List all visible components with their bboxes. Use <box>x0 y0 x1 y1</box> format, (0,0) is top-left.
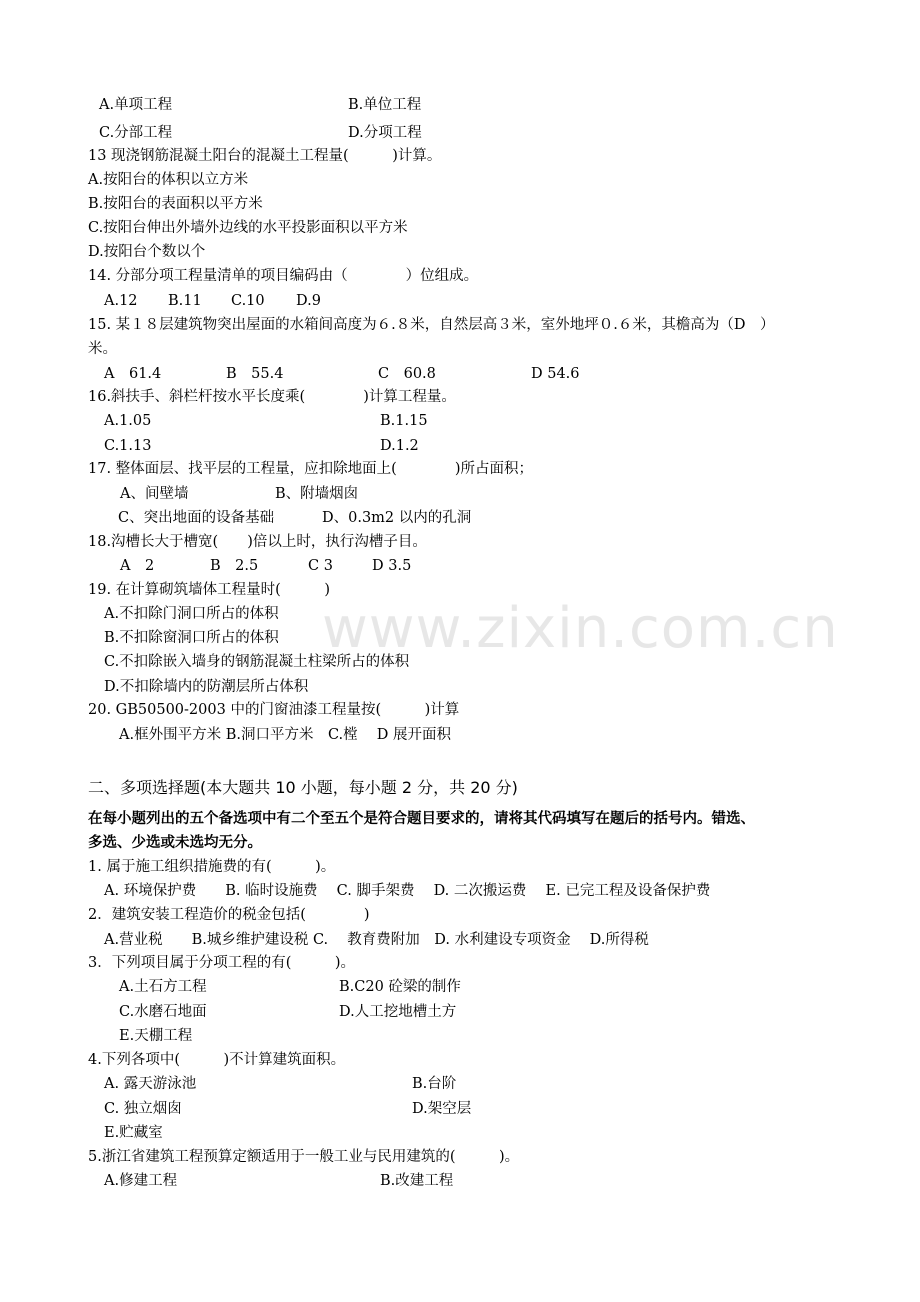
option-text: C.水磨石地面 <box>119 1004 207 1020</box>
option-text: B.单位工程 <box>348 97 422 113</box>
option-text: D.架空层 <box>412 1101 472 1117</box>
option-text: B.不扣除窗洞口所占的体积 <box>104 630 279 646</box>
option-text: A.按阳台的体积以立方米 <box>88 172 249 188</box>
option-text: A.营业税 B.城乡维护建设税 C. 教育费附加 D. 水利建设专项资金 D.所得税 <box>104 932 649 948</box>
option-text: C 3 <box>308 558 333 574</box>
option-text: C.分部工程 <box>99 125 173 141</box>
section-instructions-cont: 多选、少选或未选均无分。 <box>88 835 262 851</box>
option-text: D 3.5 <box>372 558 412 574</box>
watermark: www.zixin.com.cn <box>322 596 839 661</box>
option-text: B.改建工程 <box>380 1173 454 1189</box>
multi-question-3: 3．下列项目属于分项工程的有( )。 <box>88 955 356 971</box>
option-text: B 55.4 <box>226 366 284 382</box>
option-text: B.11 <box>168 293 202 309</box>
option-text: B 2.5 <box>210 558 259 574</box>
option-text: A.框外围平方米 B.洞口平方米 C.樘 D 展开面积 <box>119 727 451 743</box>
option-text: E.贮藏室 <box>104 1125 163 1141</box>
option-text: C.10 <box>231 293 265 309</box>
multi-question-4: 4.下列各项中( )不计算建筑面积。 <box>88 1052 346 1068</box>
option-text: A 2 <box>120 558 155 574</box>
option-text: C.不扣除嵌入墙身的钢筋混凝土柱梁所占的体积 <box>104 654 410 670</box>
option-text: D.1.2 <box>380 438 419 454</box>
option-text: A 61.4 <box>104 366 162 382</box>
option-text: A.12 <box>104 293 138 309</box>
option-text: B.按阳台的表面积以平方米 <box>88 196 263 212</box>
option-text: A.不扣除门洞口所占的体积 <box>104 606 279 622</box>
option-text: A.1.05 <box>104 413 152 429</box>
option-text: C 60.8 <box>378 366 436 382</box>
question-19: 19. 在计算砌筑墙体工程量时( ) <box>88 582 330 598</box>
option-text: B、附墙烟囱 <box>275 486 359 502</box>
multi-question-1: 1. 属于施工组织措施费的有( )。 <box>88 859 336 875</box>
question-17: 17. 整体面层、找平层的工程量，应扣除地面上( )所占面积； <box>88 461 533 477</box>
option-text: D 54.6 <box>531 366 580 382</box>
question-15: 15. 某１８层建筑物突出屋面的水箱间高度为６.８米，自然层高３米，室外地坪０.６米，其檐高为（D ） <box>88 317 775 333</box>
option-text: D.9 <box>296 293 321 309</box>
option-text: B.台阶 <box>412 1076 457 1092</box>
question-18: 18.沟槽长大于槽宽( )倍以上时，执行沟槽子目。 <box>88 534 427 550</box>
option-text: C、突出地面的设备基础 <box>118 510 275 526</box>
option-text: C. 独立烟囱 <box>104 1101 182 1117</box>
multi-question-5: 5.浙江省建筑工程预算定额适用于一般工业与民用建筑的( )。 <box>88 1149 520 1165</box>
option-text: A、间壁墙 <box>120 486 189 502</box>
option-text: A. 环境保护费 B. 临时设施费 C. 脚手架费 D. 二次搬运费 E. 已完工程及设备保护费 <box>104 883 711 899</box>
section-instructions: 在每小题列出的五个备选项中有二个至五个是符合题目要求的，请将其代码填写在题后的括号内。错选、 <box>88 811 755 827</box>
option-text: D.人工挖地槽土方 <box>339 1004 457 1020</box>
option-text: A. 露天游泳池 <box>104 1076 197 1092</box>
question-15-cont: 米。 <box>88 341 117 357</box>
question-14: 14. 分部分项工程量清单的项目编码由（ ）位组成。 <box>88 268 479 284</box>
question-16: 16.斜扶手、斜栏杆按水平长度乘( )计算工程量。 <box>88 389 456 405</box>
question-20: 20. GB50500-2003 中的门窗油漆工程量按( )计算 <box>88 702 460 718</box>
option-text: C.1.13 <box>104 438 152 454</box>
option-text: A.单项工程 <box>99 97 173 113</box>
option-text: C.按阳台伸出外墙外边线的水平投影面积以平方米 <box>88 220 408 236</box>
option-text: D.分项工程 <box>348 125 422 141</box>
section-heading: 二、多项选择题(本大题共 10 小题，每小题 2 分，共 20 分) <box>88 778 518 797</box>
option-text: B.C20 砼梁的制作 <box>339 979 461 995</box>
option-text: D.不扣除墙内的防潮层所占体积 <box>104 679 309 695</box>
option-text: D、0.3m2 以内的孔洞 <box>322 510 472 526</box>
option-text: B.1.15 <box>380 413 428 429</box>
option-text: A.修建工程 <box>104 1173 178 1189</box>
option-text: D.按阳台个数以个 <box>88 244 206 260</box>
option-text: A.土石方工程 <box>119 979 207 995</box>
option-text: E.天棚工程 <box>119 1028 193 1044</box>
question-13: 13 现浇钢筋混凝土阳台的混凝土工程量( )计算。 <box>88 148 442 164</box>
multi-question-2: 2．建筑安装工程造价的税金包括( ) <box>88 907 370 923</box>
